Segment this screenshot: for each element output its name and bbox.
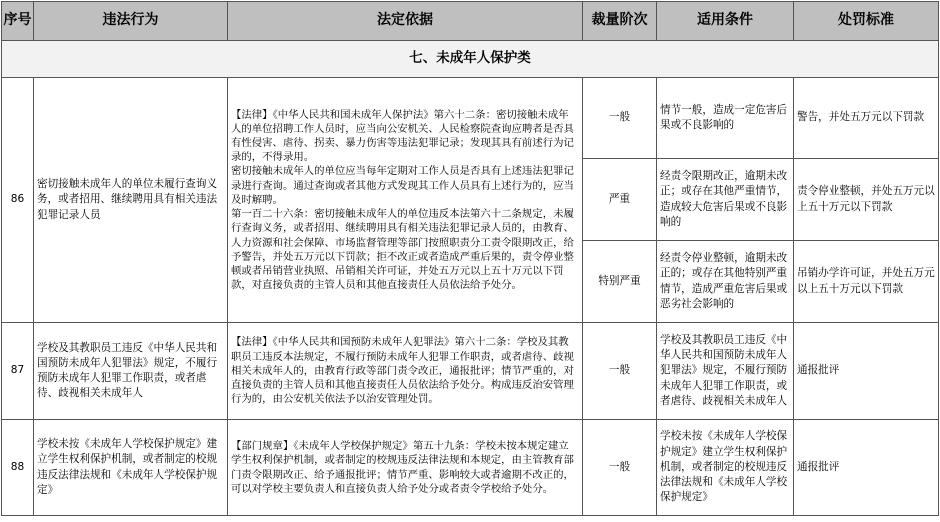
penalty-discretion-table <box>1 1 939 516</box>
header-discretion-level: 裁量阶次 <box>583 2 657 41</box>
violation-cell: 学校未按《未成年人学校保护规定》建立学生权利保护机制，或者制定的校规违反法律法规和《未成年人学校保护规定》 <box>34 420 228 516</box>
row-number: 88 <box>2 420 34 516</box>
legal-basis-cell: 【部门规章】《未成年人学校保护规定》第五十九条：学校未按本规定建立学生权利保护机制，或者制定的校规违反法律法规和本规定，由主管教育部门责令限期改正、给予通报批评；情节严重、影响较大或者逾期不改正的，可以对学校主要负责人和直接负责人给予处分或者责令学校给予处分。 <box>228 420 583 516</box>
header-row <box>2 2 939 41</box>
condition-cell: 经责令限期改正，逾期未改正；或存在其他严重情节，造成较大危害后果或不良影响的 <box>657 159 794 241</box>
header-number: 序号 <box>2 2 34 41</box>
legal-basis-cell: 【法律】《中华人民共和国预防未成年人犯罪法》第六十二条：学校及其教职员工违反本法规定，不履行预防未成年人犯罪工作职责，或者虐待、歧视相关未成年人的，由教育行政等部门责令改正，通报批评；情节严重的，对直接负责的主管人员和其他直接责任人员依法给予处分。构成违反治安管理行为的，由公安机关依法予以治安管理处罚。 <box>228 323 583 420</box>
condition-cell: 经责令停业整顿，逾期未改正的；或存在其他特别严重情节，造成严重危害后果或恶劣社会影响的 <box>657 241 794 323</box>
level-cell: 一般 <box>583 323 657 420</box>
penalty-cell: 通报批评 <box>794 323 939 420</box>
condition-cell: 学校未按《未成年人学校保护规定》建立学生权利保护机制，或者制定的校规违反法律法规和《未成年人学校保护规定》 <box>657 420 794 516</box>
table-row <box>2 420 939 516</box>
table-row <box>2 78 939 159</box>
row-number: 86 <box>2 78 34 323</box>
penalty-cell: 责令停业整顿，并处五万元以上五十万元以下罚款 <box>794 159 939 241</box>
condition-cell: 情节一般，造成一定危害后果或不良影响的 <box>657 78 794 159</box>
header-applicable-condition: 适用条件 <box>657 2 794 41</box>
header-legal-basis: 法定依据 <box>228 2 583 41</box>
table-row <box>2 323 939 420</box>
violation-cell: 学校及其教职员工违反《中华人民共和国预防未成年人犯罪法》规定，不履行预防未成年人犯罪工作职责，或者虐待、歧视相关未成年人 <box>34 323 228 420</box>
condition-cell: 学校及其教职员工违反《中华人民共和国预防未成年人犯罪法》规定，不履行预防未成年人犯罪工作职责，或者虐待、歧视相关未成年人 <box>657 323 794 420</box>
header-penalty-standard: 处罚标准 <box>794 2 939 41</box>
level-cell: 特别严重 <box>583 241 657 323</box>
violation-cell: 密切接触未成年人的单位未履行查询义务，或者招用、继续聘用具有相关违法犯罪记录人员 <box>34 78 228 323</box>
legal-basis-text: 【法律】《中华人民共和国未成年人保护法》第六十二条：密切接触未成年人的单位招聘工作人员时，应当向公安机关、人民检察院查询应聘者是否具有性侵害、虐待、拐卖、暴力伤害等违法犯罪记录；发现其具有前述行为记录的，不得录用。 密切接触未成年人的单位应当每年定期对工作人员是否具有上述违法犯罪记录进行查询。通过查询或者其他方式发现其工作人员具有上述行为的，应当及时解聘。 第一百二十六条：密切接触未成年人的单位违反本法第六十二条规定，未履行查询义务，或者招用、继续聘用具有相关违法犯罪记录人员的，由教育、人力资源和社会保障、市场监督管理等部门按照职责分工责令限期改正，给予警告，并处五万元以下罚款；拒不改正或者造成严重后果的，责令停业整顿或者吊销营业执照、吊销相关许可证，并处五万元以上五十万元以下罚款，对直接负责的主管人员和其他直接责任人员依法给予处分。 <box>231 108 574 292</box>
section-title: 七、未成年人保护类 <box>2 41 939 78</box>
level-cell: 一般 <box>583 78 657 159</box>
penalty-cell: 通报批评 <box>794 420 939 516</box>
penalty-cell: 吊销办学许可证，并处五万元以上五十万元以下罚款 <box>794 241 939 323</box>
legal-basis-cell <box>228 78 583 323</box>
level-cell: 严重 <box>583 159 657 241</box>
header-violation: 违法行为 <box>34 2 228 41</box>
row-number: 87 <box>2 323 34 420</box>
section-row <box>2 41 939 78</box>
level-cell: 一般 <box>583 420 657 516</box>
penalty-cell: 警告，并处五万元以下罚款 <box>794 78 939 159</box>
